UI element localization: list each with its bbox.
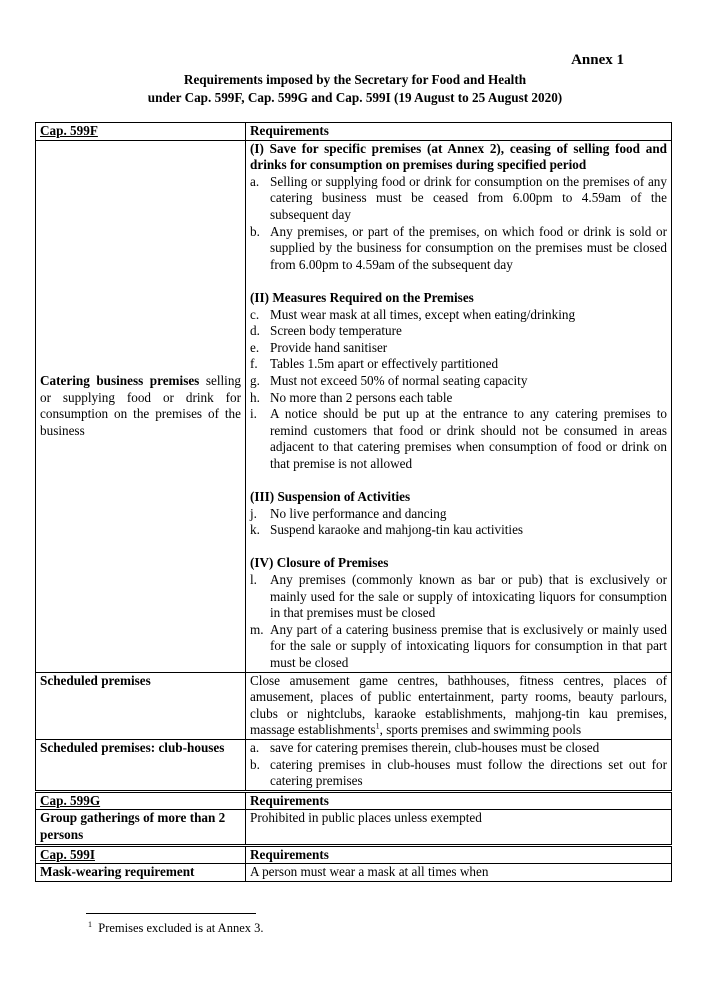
mask-label: Mask-wearing requirement <box>36 864 246 882</box>
catering-heading-4: (IV) Closure of Premises <box>250 555 389 571</box>
requirements-heading: Requirements <box>246 791 672 810</box>
title-line-1: Requirements imposed by the Secretary for Food and Health <box>183 72 527 87</box>
gatherings-row <box>36 810 672 845</box>
footnote-divider <box>86 913 256 914</box>
footnote-reference: 1 <box>375 721 380 731</box>
catering-label <box>36 140 246 672</box>
catering-heading-1: (I) Save for specific premises (at Annex 2), ceasing of selling food and drinks for consumption on premises during specified period <box>250 140 667 173</box>
scheduled-premises-row <box>36 672 672 739</box>
requirements-table <box>35 122 672 882</box>
clubhouses-requirements <box>246 739 672 791</box>
footnote <box>88 921 264 936</box>
catering-heading-3: (III) Suspension of Activities <box>250 489 411 505</box>
cap-599f-heading: Cap. 599F <box>40 123 98 138</box>
list-item: m. Any part of a catering business premise that is exclusively or mainly used for the sale or supply of intoxicating liquors for consumption in that part must be closed <box>250 621 667 670</box>
requirements-heading: Requirements <box>246 845 672 864</box>
catering-heading-2: (II) Measures Required on the Premises <box>250 289 474 305</box>
document-title <box>0 71 710 107</box>
scheduled-premises-label: Scheduled premises <box>36 672 246 739</box>
list-item: j. No live performance and dancing <box>250 505 447 521</box>
catering-label-bold: Catering business premises <box>40 372 200 388</box>
list-item: c. Must wear mask at all times, except when eating/drinking <box>250 306 576 322</box>
catering-requirements <box>246 140 672 672</box>
list-item: a. Selling or supplying food or drink for consumption on the premises of any catering business must be ceased from 6.00pm to 4.59am of the subsequent day <box>250 173 667 222</box>
section-header-599g <box>36 791 672 810</box>
mask-row <box>36 864 672 882</box>
gatherings-label: Group gatherings of more than 2 persons <box>36 810 246 845</box>
list-item: f. Tables 1.5m apart or effectively partitioned <box>250 356 499 372</box>
mask-text: A person must wear a mask at all times when <box>246 864 672 882</box>
clubhouses-row <box>36 739 672 791</box>
footnote-mark: 1 <box>88 919 92 929</box>
title-line-2: under Cap. 599F, Cap. 599G and Cap. 599I (19 August to 25 August 2020) <box>147 90 563 105</box>
scheduled-premises-text: Close amusement game centres, bathhouses, fitness centres, places of amusement, places of public entertainment, party rooms, beauty parlours, clubs or nightclubs, karaoke establishments, mahjong-tin kau premises, massage establishments$^1$, sports premises and swimming pools <box>246 672 672 739</box>
list-item: a. save for catering premises therein, club-houses must be closed <box>250 739 600 755</box>
list-item: k. Suspend karaoke and mahjong-tin kau activities <box>250 522 524 538</box>
list-item: d. Screen body temperature <box>250 323 402 339</box>
gatherings-text: Prohibited in public places unless exempted <box>246 810 672 845</box>
clubhouses-label: Scheduled premises: club-houses <box>36 739 246 791</box>
list-item: e. Provide hand sanitiser <box>250 339 388 355</box>
list-item: b. Any premises, or part of the premises, on which food or drink is sold or supplied by the business for consumption on the premises must be closed from 6.00pm to 4.59am of the subsequent day <box>250 223 667 272</box>
catering-row <box>36 140 672 672</box>
requirements-heading: Requirements <box>246 123 672 141</box>
list-item: h. No more than 2 persons each table <box>250 389 453 405</box>
list-item: b. catering premises in club-houses must follow the directions set out for catering premises <box>250 756 667 789</box>
cap-599g-heading: Cap. 599G <box>40 792 101 808</box>
list-item: l. Any premises (commonly known as bar or pub) that is exclusively or mainly used for the sale or supply of intoxicating liquors for consumption in that premises must be closed <box>250 572 667 621</box>
footnote-text: Premises excluded is at Annex 3. <box>98 921 264 935</box>
cap-599i-heading: Cap. 599I <box>40 846 95 862</box>
list-item: g. Must not exceed 50% of normal seating capacity <box>250 372 528 388</box>
section-header-599f <box>36 123 672 141</box>
list-item: i. A notice should be put up at the entrance to any catering premises to remind customers that food or drink should not be consumed in areas adjacent to that catering premises when consumption of food or drink on that premise is not allowed <box>250 406 667 471</box>
catering-label-rest: selling or supplying food or drink for consumption on the premises of the business <box>40 372 242 438</box>
annex-label: Annex 1 <box>571 52 624 68</box>
section-header-599i <box>36 845 672 864</box>
